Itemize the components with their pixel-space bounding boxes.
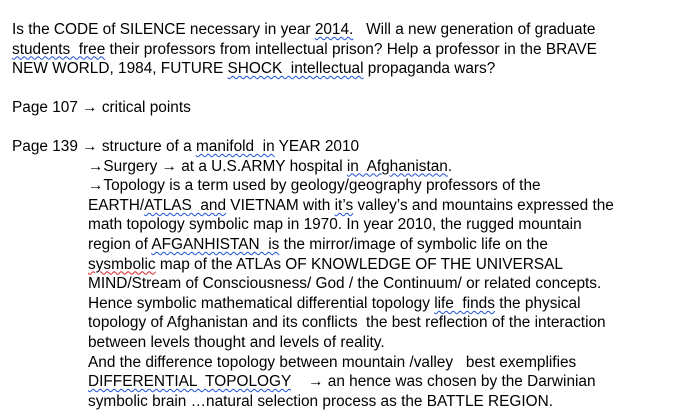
grammar-marked-text: students free xyxy=(12,40,106,58)
text-span: valley’s and mountains expressed the xyxy=(353,196,614,214)
grammar-marked-text: in Afghanistan xyxy=(346,157,448,175)
paragraph3-line2 xyxy=(88,157,452,177)
paragraph3-line1 xyxy=(12,137,359,157)
paragraph3-line5: math topology symbolic map in 1970. In year 2010, the rugged mountain xyxy=(88,216,582,234)
paragraph3-line12: And the difference topology between mountain /valley best exemplifies xyxy=(88,353,577,371)
paragraph3-line14: symbolic brain …natural selection process as the BATTLE REGION. xyxy=(88,392,554,410)
text-span: YEAR 2010 xyxy=(274,138,360,155)
paragraph1-line3 xyxy=(12,59,495,79)
paragraph3-line11: between levels thought and levels of reality. xyxy=(88,334,385,351)
text-span: Is the CODE of SILENCE necessary in year xyxy=(12,21,315,38)
text-span: . xyxy=(447,157,453,175)
paragraph1-line2 xyxy=(12,40,597,60)
text-span: Hence symbolic mathematical differential topology xyxy=(88,294,435,312)
paragraph2-line1: Page 107 → critical points xyxy=(12,99,191,116)
grammar-marked-text: ATLAS and xyxy=(144,196,227,214)
text-span: Page 139 → structure of a xyxy=(12,138,196,155)
paragraph1-line1 xyxy=(12,20,595,40)
grammar-marked-text: 2014. xyxy=(314,21,354,38)
spelling-marked-text: sysmbolic xyxy=(88,255,156,273)
grammar-marked-text: manifold in xyxy=(195,138,275,155)
text-span: → an hence was chosen by the Darwinian xyxy=(290,373,596,391)
text-span: region of xyxy=(88,236,152,253)
paragraph3-line13 xyxy=(88,372,596,392)
text-span: EARTH/ xyxy=(88,196,145,214)
text-span: VIETNAM with xyxy=(226,196,335,214)
paragraph3-line10: topology of Afghanistan and its conflicts the best reflection of the interaction xyxy=(88,314,606,332)
paragraph3-line6 xyxy=(88,235,548,255)
grammar-marked-text: DIFFERENTIAL TOPOLOGY xyxy=(88,373,291,391)
grammar-marked-text: it’s xyxy=(334,196,354,214)
paragraph3-line3: →Topology is a term used by geology/geography professors of the xyxy=(88,177,541,195)
text-span: the physical xyxy=(494,294,581,312)
grammar-marked-text: AFGANHISTAN is xyxy=(151,236,280,253)
paragraph3-line7 xyxy=(88,255,563,275)
text-span: the mirror/image of symbolic life on the xyxy=(279,236,548,253)
text-span: propaganda wars? xyxy=(363,60,496,78)
grammar-marked-text: SHOCK intellectual xyxy=(227,60,364,78)
text-span: NEW WORLD, 1984, FUTURE xyxy=(12,60,228,78)
text-span: map of the ATLAs OF KNOWLEDGE OF THE UNIVERSAL xyxy=(155,255,563,273)
text-span: their professors from intellectual prison? Help a professor in the BRAVE xyxy=(105,40,597,58)
text-span: →Surgery → at a U.S.ARMY hospital xyxy=(88,157,347,175)
paragraph3-line9 xyxy=(88,294,581,314)
paragraph3-line8: MIND/Stream of Consciousness/ God / the Continuum/ or related concepts. xyxy=(88,275,602,293)
paragraph3-line4 xyxy=(88,196,614,216)
grammar-marked-text: life finds xyxy=(434,294,495,312)
text-span: Will a new generation of graduate xyxy=(353,21,596,38)
